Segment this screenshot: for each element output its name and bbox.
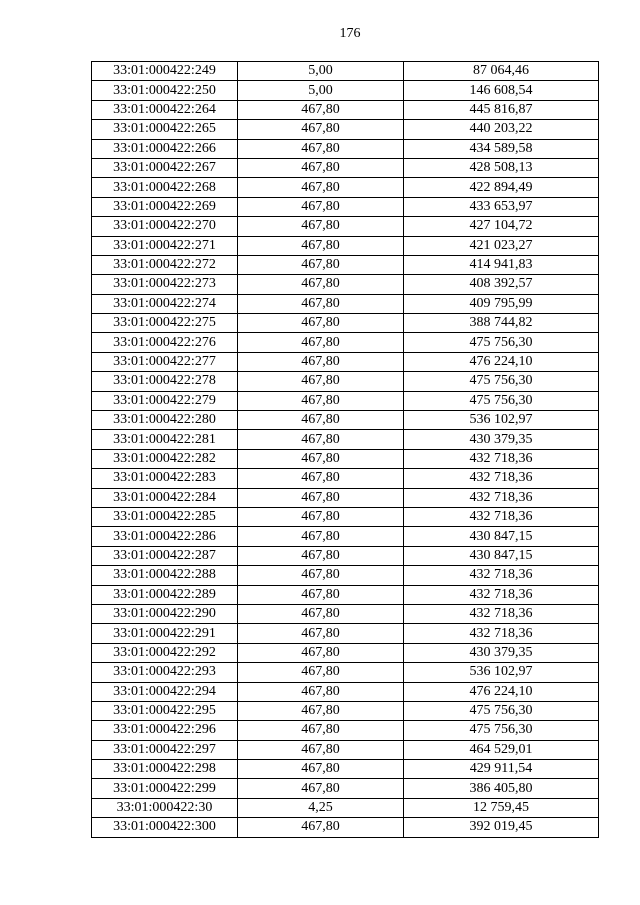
value-cell: 146 608,54 (404, 81, 599, 100)
value-cell: 536 102,97 (404, 663, 599, 682)
value-cell: 475 756,30 (404, 372, 599, 391)
cadastral-number-cell: 33:01:000422:264 (92, 100, 238, 119)
table-row (92, 217, 599, 236)
area-cell: 467,80 (238, 275, 404, 294)
table-row (92, 449, 599, 468)
value-cell: 536 102,97 (404, 411, 599, 430)
table-row (92, 663, 599, 682)
value-cell: 430 847,15 (404, 527, 599, 546)
cadastral-number-cell: 33:01:000422:300 (92, 818, 238, 837)
cadastral-number-cell: 33:01:000422:288 (92, 566, 238, 585)
table-row (92, 430, 599, 449)
value-cell: 434 589,58 (404, 139, 599, 158)
table-row (92, 372, 599, 391)
table-row (92, 760, 599, 779)
area-cell: 467,80 (238, 139, 404, 158)
table-row (92, 158, 599, 177)
value-cell: 87 064,46 (404, 62, 599, 81)
area-cell: 467,80 (238, 449, 404, 468)
value-cell: 432 718,36 (404, 488, 599, 507)
value-cell: 476 224,10 (404, 682, 599, 701)
table-row (92, 507, 599, 526)
value-cell: 388 744,82 (404, 314, 599, 333)
table-body (92, 62, 599, 838)
area-cell: 467,80 (238, 236, 404, 255)
area-cell: 467,80 (238, 701, 404, 720)
cadastral-number-cell: 33:01:000422:295 (92, 701, 238, 720)
cadastral-number-cell: 33:01:000422:283 (92, 469, 238, 488)
cadastral-number-cell: 33:01:000422:250 (92, 81, 238, 100)
area-cell: 467,80 (238, 294, 404, 313)
cadastral-number-cell: 33:01:000422:265 (92, 120, 238, 139)
area-cell: 467,80 (238, 391, 404, 410)
value-cell: 432 718,36 (404, 585, 599, 604)
table-row (92, 469, 599, 488)
area-cell: 467,80 (238, 760, 404, 779)
cadastral-number-cell: 33:01:000422:274 (92, 294, 238, 313)
value-cell: 430 379,35 (404, 430, 599, 449)
table-row (92, 624, 599, 643)
area-cell: 467,80 (238, 740, 404, 759)
cadastral-number-cell: 33:01:000422:272 (92, 255, 238, 274)
table-row (92, 255, 599, 274)
value-cell: 464 529,01 (404, 740, 599, 759)
area-cell: 467,80 (238, 663, 404, 682)
table-row (92, 798, 599, 817)
value-cell: 475 756,30 (404, 721, 599, 740)
area-cell: 467,80 (238, 682, 404, 701)
area-cell: 467,80 (238, 197, 404, 216)
table-row (92, 391, 599, 410)
cadastral-table (91, 61, 599, 838)
cadastral-number-cell: 33:01:000422:268 (92, 178, 238, 197)
cadastral-number-cell: 33:01:000422:297 (92, 740, 238, 759)
area-cell: 467,80 (238, 158, 404, 177)
value-cell: 427 104,72 (404, 217, 599, 236)
table-row (92, 81, 599, 100)
value-cell: 429 911,54 (404, 760, 599, 779)
cadastral-number-cell: 33:01:000422:276 (92, 333, 238, 352)
value-cell: 421 023,27 (404, 236, 599, 255)
area-cell: 467,80 (238, 546, 404, 565)
table-row (92, 721, 599, 740)
value-cell: 408 392,57 (404, 275, 599, 294)
cadastral-number-cell: 33:01:000422:298 (92, 760, 238, 779)
value-cell: 409 795,99 (404, 294, 599, 313)
table-row (92, 604, 599, 623)
cadastral-number-cell: 33:01:000422:291 (92, 624, 238, 643)
area-cell: 467,80 (238, 818, 404, 837)
table-row (92, 333, 599, 352)
cadastral-number-cell: 33:01:000422:282 (92, 449, 238, 468)
cadastral-number-cell: 33:01:000422:290 (92, 604, 238, 623)
cadastral-number-cell: 33:01:000422:30 (92, 798, 238, 817)
area-cell: 4,25 (238, 798, 404, 817)
cadastral-number-cell: 33:01:000422:266 (92, 139, 238, 158)
cadastral-number-cell: 33:01:000422:286 (92, 527, 238, 546)
table-row (92, 740, 599, 759)
area-cell: 467,80 (238, 566, 404, 585)
area-cell: 467,80 (238, 255, 404, 274)
value-cell: 475 756,30 (404, 333, 599, 352)
table-row (92, 100, 599, 119)
area-cell: 467,80 (238, 430, 404, 449)
table-row (92, 585, 599, 604)
value-cell: 430 847,15 (404, 546, 599, 565)
value-cell: 445 816,87 (404, 100, 599, 119)
cadastral-number-cell: 33:01:000422:267 (92, 158, 238, 177)
area-cell: 467,80 (238, 352, 404, 371)
table-row (92, 643, 599, 662)
table-row (92, 352, 599, 371)
table-row (92, 546, 599, 565)
table-row (92, 139, 599, 158)
area-cell: 467,80 (238, 411, 404, 430)
cadastral-number-cell: 33:01:000422:273 (92, 275, 238, 294)
table-row (92, 197, 599, 216)
table-row (92, 314, 599, 333)
area-cell: 467,80 (238, 100, 404, 119)
area-cell: 467,80 (238, 333, 404, 352)
cadastral-number-cell: 33:01:000422:269 (92, 197, 238, 216)
area-cell: 467,80 (238, 217, 404, 236)
area-cell: 467,80 (238, 624, 404, 643)
table-row (92, 294, 599, 313)
table-row (92, 120, 599, 139)
area-cell: 467,80 (238, 314, 404, 333)
value-cell: 414 941,83 (404, 255, 599, 274)
area-cell: 467,80 (238, 779, 404, 798)
cadastral-number-cell: 33:01:000422:281 (92, 430, 238, 449)
value-cell: 386 405,80 (404, 779, 599, 798)
table-row (92, 62, 599, 81)
cadastral-number-cell: 33:01:000422:287 (92, 546, 238, 565)
value-cell: 12 759,45 (404, 798, 599, 817)
value-cell: 432 718,36 (404, 449, 599, 468)
cadastral-number-cell: 33:01:000422:277 (92, 352, 238, 371)
cadastral-number-cell: 33:01:000422:279 (92, 391, 238, 410)
value-cell: 432 718,36 (404, 469, 599, 488)
area-cell: 5,00 (238, 81, 404, 100)
value-cell: 422 894,49 (404, 178, 599, 197)
cadastral-number-cell: 33:01:000422:289 (92, 585, 238, 604)
area-cell: 467,80 (238, 469, 404, 488)
value-cell: 476 224,10 (404, 352, 599, 371)
area-cell: 467,80 (238, 178, 404, 197)
area-cell: 467,80 (238, 488, 404, 507)
value-cell: 428 508,13 (404, 158, 599, 177)
area-cell: 467,80 (238, 120, 404, 139)
value-cell: 432 718,36 (404, 507, 599, 526)
value-cell: 392 019,45 (404, 818, 599, 837)
cadastral-number-cell: 33:01:000422:270 (92, 217, 238, 236)
cadastral-number-cell: 33:01:000422:271 (92, 236, 238, 255)
value-cell: 432 718,36 (404, 604, 599, 623)
cadastral-number-cell: 33:01:000422:294 (92, 682, 238, 701)
value-cell: 432 718,36 (404, 566, 599, 585)
cadastral-number-cell: 33:01:000422:275 (92, 314, 238, 333)
area-cell: 5,00 (238, 62, 404, 81)
table-row (92, 779, 599, 798)
cadastral-number-cell: 33:01:000422:280 (92, 411, 238, 430)
value-cell: 440 203,22 (404, 120, 599, 139)
table-row (92, 701, 599, 720)
area-cell: 467,80 (238, 372, 404, 391)
value-cell: 430 379,35 (404, 643, 599, 662)
value-cell: 475 756,30 (404, 701, 599, 720)
table-row (92, 566, 599, 585)
area-cell: 467,80 (238, 527, 404, 546)
cadastral-number-cell: 33:01:000422:284 (92, 488, 238, 507)
value-cell: 432 718,36 (404, 624, 599, 643)
table-row (92, 682, 599, 701)
table-row (92, 818, 599, 837)
value-cell: 475 756,30 (404, 391, 599, 410)
table-row (92, 411, 599, 430)
area-cell: 467,80 (238, 643, 404, 662)
table-row (92, 275, 599, 294)
table-row (92, 178, 599, 197)
area-cell: 467,80 (238, 585, 404, 604)
cadastral-number-cell: 33:01:000422:285 (92, 507, 238, 526)
page-number: 176 (339, 26, 361, 41)
area-cell: 467,80 (238, 604, 404, 623)
value-cell: 433 653,97 (404, 197, 599, 216)
table-row (92, 527, 599, 546)
area-cell: 467,80 (238, 507, 404, 526)
cadastral-number-cell: 33:01:000422:249 (92, 62, 238, 81)
cadastral-number-cell: 33:01:000422:293 (92, 663, 238, 682)
cadastral-number-cell: 33:01:000422:299 (92, 779, 238, 798)
cadastral-number-cell: 33:01:000422:296 (92, 721, 238, 740)
area-cell: 467,80 (238, 721, 404, 740)
cadastral-number-cell: 33:01:000422:278 (92, 372, 238, 391)
table-row (92, 488, 599, 507)
cadastral-number-cell: 33:01:000422:292 (92, 643, 238, 662)
table-row (92, 236, 599, 255)
